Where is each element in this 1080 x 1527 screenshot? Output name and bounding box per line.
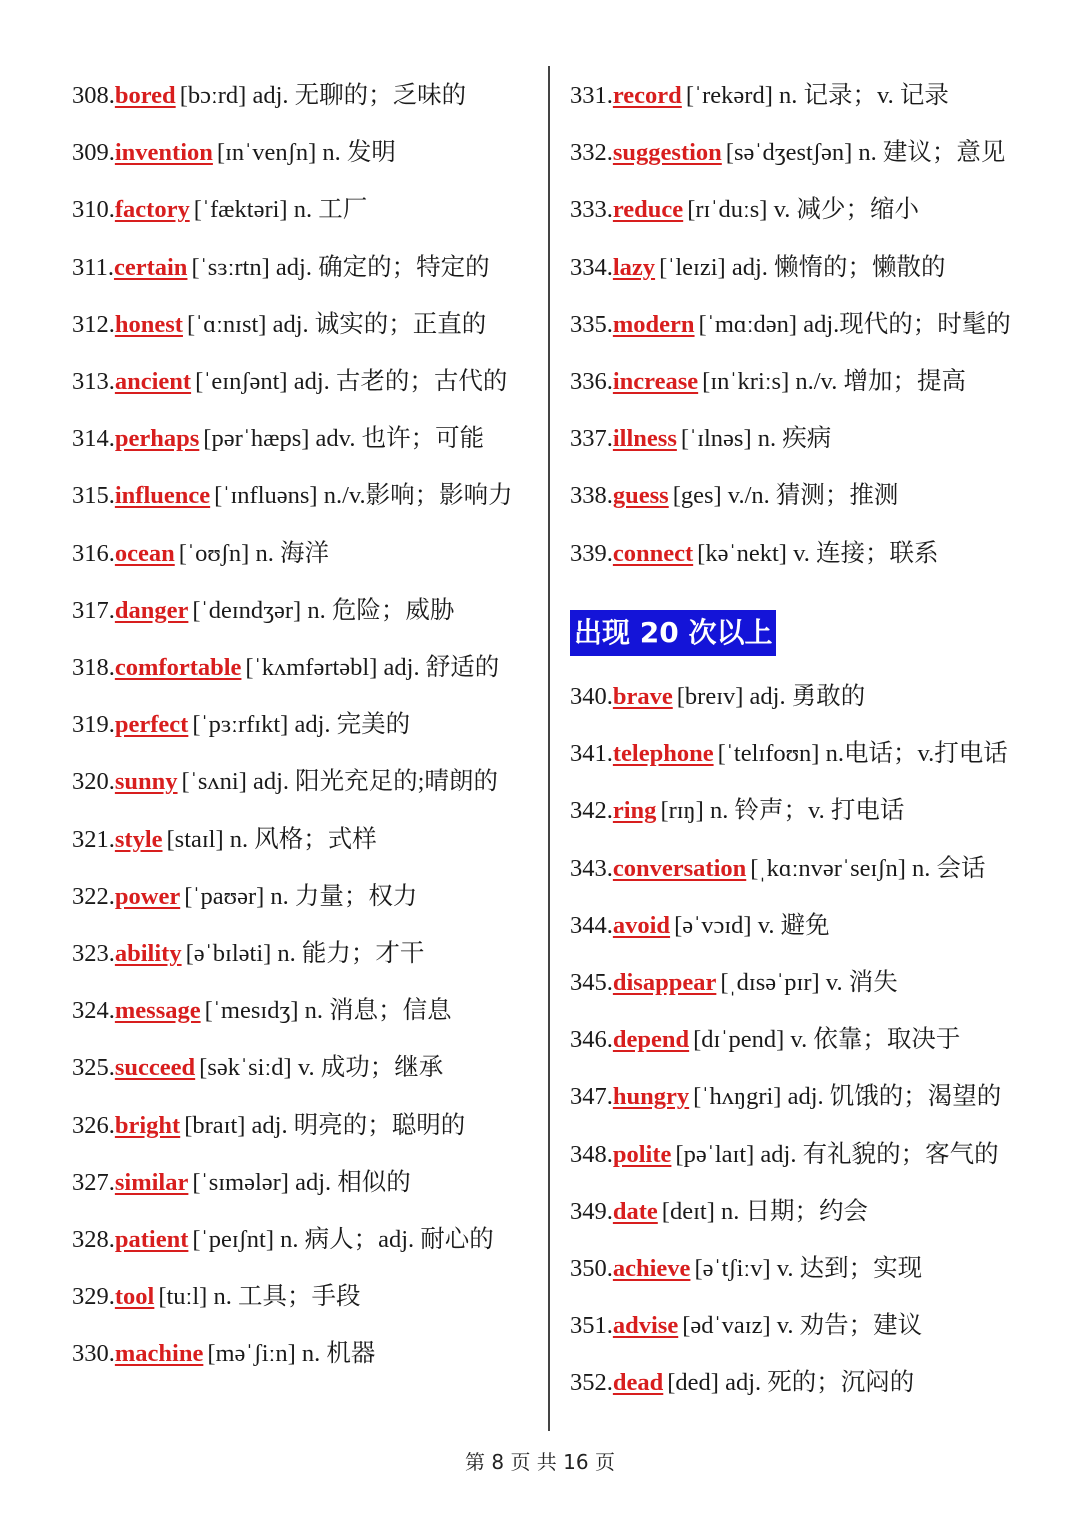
entry-definition: [ˈfæktəri] n. 工厂 [193,196,368,224]
entry-word: ocean [114,539,175,567]
entry-number: 313. [72,368,115,395]
vocab-entry [570,738,1008,770]
entry-number: 352. [570,1369,613,1397]
entry-word: conversation [612,854,747,882]
vocab-entry [72,1110,465,1142]
entry-definition: [ˈɪlnəs] n. 疾病 [680,425,832,453]
vocab-entry [72,1281,360,1313]
entry-word: power [114,882,181,910]
vocab-entry [570,1253,922,1285]
entry-definition: [ˈsɪmələr] adj. 相似的 [192,1168,411,1196]
entry-word: ancient [114,368,192,395]
entry-number: 314. [72,425,115,453]
entry-definition: [əˈtʃiːv] v. 达到；实现 [694,1255,923,1282]
entry-definition: [ˈpaʊər] n. 力量；权力 [184,882,418,910]
entry-number: 349. [570,1197,613,1225]
vocab-entry [72,194,367,226]
vocab-entry [72,595,454,627]
entry-number: 339. [570,539,613,567]
entry-definition: [ˈtelɪfoʊn] n.电话；v.打电话 [717,740,1008,768]
entry-word: disappear [612,969,717,996]
entry-definition: [ˈɑːnɪst] adj. 诚实的；正直的 [186,310,487,338]
vocab-entry [570,538,939,570]
entry-definition: [rɪŋ] n. 铃声；v. 打电话 [660,797,905,825]
entry-number: 336. [570,368,613,395]
entry-word: bored [114,82,176,109]
entry-definition: [dɪˈpend] v. 依靠；取决于 [693,1026,961,1054]
column-divider [548,66,550,1431]
entry-definition: [kəˈnekt] v. 连接；联系 [697,539,939,567]
vocab-entry [72,538,329,570]
vocab-entry [570,1024,960,1056]
vocab-entry [570,967,898,999]
entry-word: similar [114,1168,189,1196]
entry-word: modern [612,310,695,338]
entry-definition: [pərˈhæps] adv. 也许；可能 [203,425,485,453]
vocab-entry [72,366,507,398]
entry-word: record [612,82,682,109]
entry-word: guess [612,482,669,510]
vocab-entry [570,480,898,512]
entry-definition: [pəˈlaɪt] adj. 有礼貌的；客气的 [675,1140,999,1168]
entry-number: 348. [570,1140,613,1168]
entry-definition: [ɪnˈvenʃn] n. 发明 [216,139,396,167]
entry-number: 326. [72,1111,115,1139]
entry-number: 329. [72,1283,115,1311]
entry-word: hungry [612,1083,690,1111]
vocab-entry [570,1196,868,1228]
vocab-entry [570,910,830,942]
entry-definition: [ges] v./n. 猜测；推测 [672,482,899,510]
entry-word: tool [114,1283,155,1311]
entry-number: 317. [72,596,115,624]
entry-number: 351. [570,1312,613,1340]
entry-definition: [rɪˈduːs] v. 减少；缩小 [687,196,920,224]
vocab-entry [570,1367,914,1399]
vocab-entry [570,1310,922,1342]
entry-number: 346. [570,1026,613,1054]
entry-definition: [deɪt] n. 日期；约会 [661,1197,868,1225]
vocab-entry [72,1052,443,1084]
entry-word: advise [612,1312,679,1340]
entry-number: 333. [570,196,613,224]
entry-definition: [ədˈvaɪz] v. 劝告；建议 [682,1312,923,1340]
vocab-entry [72,309,486,341]
vocab-entry [570,137,1005,169]
entry-definition: [ˈsʌni] adj. 阳光充足的;晴朗的 [181,768,498,796]
entry-word: perhaps [114,425,200,453]
vocab-entry [570,366,966,398]
vocab-entry [570,309,1011,341]
vocab-entry [570,795,904,827]
entry-word: perfect [114,711,189,739]
vocab-entry [72,652,499,684]
vocab-entry [570,1139,999,1171]
entry-word: sunny [114,768,178,796]
vocab-entry [72,80,466,112]
vocab-entry [72,423,484,455]
entry-number: 311. [72,253,114,281]
entry-number: 328. [72,1226,115,1253]
entry-number: 347. [570,1083,613,1111]
vocab-entry [570,252,946,284]
entry-number: 345. [570,969,613,996]
vocab-entry [72,995,452,1027]
entry-definition: [ˈmɑːdən] adj.现代的；时髦的 [698,310,1011,338]
entry-number: 340. [570,683,613,710]
entry-number: 335. [570,310,613,338]
entry-word: reduce [612,196,684,224]
vocab-entry [72,766,498,798]
entry-word: polite [612,1140,672,1168]
entry-number: 344. [570,911,613,939]
entry-word: brave [612,683,673,710]
entry-word: influence [114,482,211,510]
entry-number: 322. [72,882,115,910]
entry-word: certain [113,253,188,281]
vocab-entry [72,881,417,913]
entry-word: machine [114,1340,204,1368]
vocab-entry [72,709,410,741]
vocab-entry [570,681,865,713]
entry-number: 309. [72,139,115,167]
entry-number: 341. [570,740,613,768]
vocab-entry [570,423,831,455]
entry-definition: [bɔːrd] adj. 无聊的；乏味的 [179,82,467,109]
vocab-entry [72,480,513,512]
entry-definition: [ˈpeɪʃnt] n. 病人；adj. 耐心的 [192,1226,494,1253]
entry-definition: [ˌdɪsəˈpɪr] v. 消失 [720,969,898,996]
entry-word: patient [114,1226,189,1253]
entry-definition: [ˌkɑːnvərˈseɪʃn] n. 会话 [750,854,986,882]
entry-definition: [əˈbɪləti] n. 能力；才干 [185,940,425,967]
entry-word: dead [612,1369,664,1397]
entry-word: honest [114,310,183,338]
entry-definition: [ˈeɪnʃənt] adj. 古老的；古代的 [195,368,508,395]
entry-number: 343. [570,854,613,882]
entry-definition: [ded] adj. 死的；沉闷的 [667,1369,915,1397]
entry-number: 350. [570,1255,613,1282]
vocab-entry [570,1081,1001,1113]
entry-definition: [ˈleɪzi] adj. 懒惰的；懒散的 [659,253,946,281]
entry-number: 320. [72,768,115,796]
entry-definition: [səˈdʒestʃən] n. 建议；意见 [725,139,1006,167]
entry-number: 323. [72,940,115,967]
entry-definition: [staɪl] n. 风格；式样 [166,825,377,853]
entry-number: 331. [570,82,613,109]
entry-word: lazy [612,253,656,281]
vocab-entry [72,1224,494,1256]
section-header: 出现 20 次以上 [570,610,776,656]
entry-number: 330. [72,1340,115,1368]
entry-number: 325. [72,1054,115,1082]
entry-definition: [braɪt] adj. 明亮的；聪明的 [184,1111,466,1139]
entry-word: depend [612,1026,690,1054]
entry-word: illness [612,425,677,453]
vocab-entry [72,137,396,169]
entry-word: suggestion [612,139,722,167]
entry-word: telephone [612,740,714,768]
entry-number: 342. [570,797,613,825]
entry-word: style [114,825,163,853]
entry-word: bright [114,1111,181,1139]
entry-word: danger [114,596,189,624]
entry-definition: [ˈoʊʃn] n. 海洋 [178,539,329,567]
entry-word: factory [114,196,190,224]
entry-number: 337. [570,425,613,453]
entry-number: 338. [570,482,613,510]
entry-definition: [ˈdeɪndʒər] n. 危险；威胁 [192,596,455,624]
entry-word: invention [114,139,213,167]
entry-word: message [114,997,201,1025]
entry-word: comfortable [114,654,242,681]
entry-number: 327. [72,1168,115,1196]
entry-definition: [məˈʃiːn] n. 机器 [207,1340,376,1368]
entry-definition: [ˈmesɪdʒ] n. 消息；信息 [204,997,452,1025]
entry-word: connect [612,539,694,567]
entry-number: 319. [72,711,115,739]
vocab-entry [72,1167,411,1199]
entry-definition: [ˈrekərd] n. 记录；v. 记录 [685,82,949,109]
entry-definition: [ˈhʌŋgri] adj. 饥饿的；渴望的 [693,1083,1002,1111]
entry-number: 332. [570,139,613,167]
vocab-entry [72,1338,375,1370]
vocab-entry [72,938,424,970]
entry-number: 324. [72,997,115,1025]
entry-word: ring [612,797,657,825]
entry-word: ability [114,940,182,967]
entry-word: date [612,1197,658,1225]
entry-number: 312. [72,310,115,338]
entry-definition: [ˈpɜːrfɪkt] adj. 完美的 [192,711,411,739]
entry-number: 334. [570,253,613,281]
entry-number: 318. [72,654,115,681]
vocab-entry [72,824,377,856]
entry-number: 315. [72,482,115,510]
entry-definition: [səkˈsiːd] v. 成功；继承 [199,1054,444,1082]
entry-definition: [ɪnˈkriːs] n./v. 增加；提高 [702,368,966,395]
vocab-entry [570,853,986,885]
page-footer: 第 8 页 共 16 页 [465,1450,615,1474]
entry-word: achieve [612,1255,691,1282]
vocab-entry [570,194,919,226]
entry-number: 308. [72,82,115,109]
entry-word: succeed [114,1054,196,1082]
entry-definition: [tuːl] n. 工具；手段 [158,1283,361,1311]
entry-definition: [breɪv] adj. 勇敢的 [676,683,866,710]
entry-word: avoid [612,911,671,939]
entry-number: 321. [72,825,115,853]
vocab-entry [570,80,949,112]
entry-word: increase [612,368,699,395]
entry-definition: [ˈsɜːrtn] adj. 确定的；特定的 [191,253,490,281]
entry-number: 316. [72,539,115,567]
entry-definition: [ˈkʌmfərtəbl] adj. 舒适的 [245,654,500,681]
entry-definition: [əˈvɔɪd] v. 避免 [674,911,830,939]
entry-number: 310. [72,196,115,224]
vocab-entry [72,252,490,284]
entry-definition: [ˈɪnfluəns] n./v.影响；影响力 [214,482,513,510]
